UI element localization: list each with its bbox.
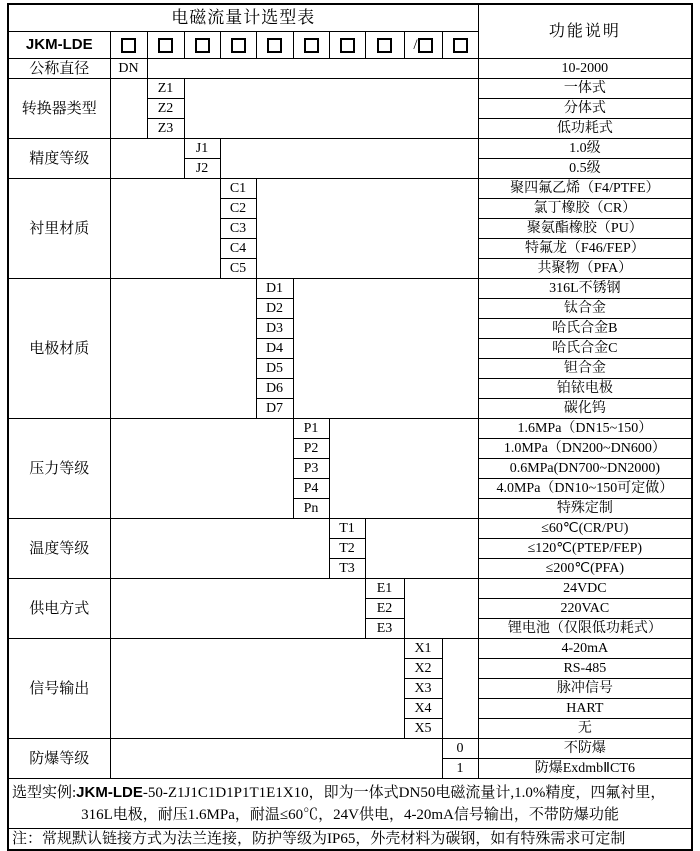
function-desc-cell: 低功耗式 [478, 119, 692, 139]
filler-cell [220, 139, 478, 179]
function-desc-cell: 哈氏合金B [478, 319, 692, 339]
function-desc-cell: 哈氏合金C [478, 339, 692, 359]
function-column-header: 功能说明 [478, 4, 692, 59]
model-code-cell [220, 32, 256, 59]
section-label: 防爆等级 [8, 739, 110, 779]
filler-cell [365, 519, 478, 579]
section-label: 信号输出 [8, 639, 110, 739]
filler-cell [110, 279, 256, 419]
model-code-cell [365, 32, 404, 59]
model-code-cell [329, 32, 365, 59]
code-cell: T3 [329, 559, 365, 579]
code-cell: T1 [329, 519, 365, 539]
filler-cell [293, 279, 478, 419]
code-cell: J2 [184, 159, 220, 179]
code-cell: D4 [256, 339, 293, 359]
function-desc-cell: ≤200℃(PFA) [478, 559, 692, 579]
code-cell: P1 [293, 419, 329, 439]
model-checkbox[interactable] [377, 38, 392, 53]
section-label: 供电方式 [8, 579, 110, 639]
code-cell: E2 [365, 599, 404, 619]
function-desc-cell: 特氟龙（F46/FEP） [478, 239, 692, 259]
filler-cell [110, 519, 329, 579]
filler-cell [256, 179, 478, 279]
model-checkbox[interactable] [418, 38, 433, 53]
model-checkbox[interactable] [453, 38, 468, 53]
table-title: 电磁流量计选型表 [8, 4, 478, 32]
code-cell: 0 [442, 739, 478, 759]
section-label: 压力等级 [8, 419, 110, 519]
filler-cell [110, 579, 365, 639]
code-cell: C5 [220, 259, 256, 279]
code-cell: E1 [365, 579, 404, 599]
filler-cell [110, 139, 184, 179]
filler-cell [110, 419, 293, 519]
function-desc-cell: 锂电池（仅限低功耗式） [478, 619, 692, 639]
note-text: 注：常规默认链接方式为法兰连接，防护等级为IP65，外壳材料为碳钢，如有特殊需求可定制 [8, 829, 692, 851]
code-cell: 1 [442, 759, 478, 779]
code-cell: T2 [329, 539, 365, 559]
function-desc-cell: 碳化钨 [478, 399, 692, 419]
function-desc-cell: RS-485 [478, 659, 692, 679]
section-label: 公称直径 [8, 59, 110, 79]
code-cell: Pn [293, 499, 329, 519]
function-desc-cell: 聚四氟乙烯（F4/PTFE） [478, 179, 692, 199]
function-desc-cell: 316L不锈钢 [478, 279, 692, 299]
function-desc-cell: 0.5级 [478, 159, 692, 179]
example-line2: 316L电极，耐压1.6MPa，耐温≤60℃，24V供电，4-20mA信号输出，不带防爆功能 [81, 806, 619, 823]
note-row [8, 829, 692, 851]
code-cell: D5 [256, 359, 293, 379]
function-desc-cell: 10-2000 [478, 59, 692, 79]
function-desc-cell: 防爆ExdmbⅡCT6 [478, 759, 692, 779]
function-desc-cell: 1.0MPa（DN200~DN600） [478, 439, 692, 459]
selection-table [7, 3, 693, 851]
code-cell: Z1 [147, 79, 184, 99]
model-checkbox[interactable] [121, 38, 136, 53]
code-cell: DN [110, 59, 147, 79]
code-cell: Z2 [147, 99, 184, 119]
function-desc-cell: 铂铱电极 [478, 379, 692, 399]
code-cell: E3 [365, 619, 404, 639]
filler-cell [442, 639, 478, 739]
code-cell: P2 [293, 439, 329, 459]
model-checkbox[interactable] [231, 38, 246, 53]
spec-row [8, 579, 692, 599]
model-code-cell [147, 32, 184, 59]
function-desc-cell: 不防爆 [478, 739, 692, 759]
code-cell: D2 [256, 299, 293, 319]
model-checkbox[interactable] [340, 38, 355, 53]
function-desc-cell: ≤120℃(PTEP/FEP) [478, 539, 692, 559]
spec-row [8, 279, 692, 299]
model-code-cell: / [404, 32, 442, 59]
model-checkbox[interactable] [195, 38, 210, 53]
function-desc-cell: 4-20mA [478, 639, 692, 659]
model-checkbox[interactable] [158, 38, 173, 53]
code-cell: D1 [256, 279, 293, 299]
code-cell: P3 [293, 459, 329, 479]
model-code-cell [442, 32, 478, 59]
code-cell: C4 [220, 239, 256, 259]
code-cell: X4 [404, 699, 442, 719]
example-prefix: 选型实例: [12, 784, 77, 801]
spec-row [8, 519, 692, 539]
section-label: 转换器类型 [8, 79, 110, 139]
selection-example [8, 779, 692, 829]
code-cell: D3 [256, 319, 293, 339]
function-desc-cell: 钽合金 [478, 359, 692, 379]
function-desc-cell: 脉冲信号 [478, 679, 692, 699]
filler-cell [329, 419, 478, 519]
code-cell: D7 [256, 399, 293, 419]
function-desc-cell: 氯丁橡胶（CR） [478, 199, 692, 219]
filler-cell [184, 79, 478, 139]
filler-cell [404, 579, 478, 639]
spec-row [8, 639, 692, 659]
function-desc-cell: 0.6MPa(DN700~DN2000) [478, 459, 692, 479]
code-cell: X3 [404, 679, 442, 699]
spec-row [8, 419, 692, 439]
filler-cell [110, 179, 220, 279]
function-desc-cell: 钛合金 [478, 299, 692, 319]
function-desc-cell: 1.6MPa（DN15~150） [478, 419, 692, 439]
function-desc-cell: 特殊定制 [478, 499, 692, 519]
spec-row [8, 739, 692, 759]
example-row [8, 779, 692, 829]
code-cell: X5 [404, 719, 442, 739]
model-checkbox[interactable] [267, 38, 282, 53]
example-model-code: JKM-LDE [76, 783, 143, 801]
filler-cell [147, 59, 478, 79]
code-cell: P4 [293, 479, 329, 499]
function-desc-cell: HART [478, 699, 692, 719]
function-desc-cell: 1.0级 [478, 139, 692, 159]
function-desc-cell: 共聚物（PFA） [478, 259, 692, 279]
model-code-cell [293, 32, 329, 59]
function-desc-cell: 聚氨酯橡胶（PU） [478, 219, 692, 239]
code-cell: J1 [184, 139, 220, 159]
model-prefix: JKM-LDE [8, 32, 110, 59]
code-cell: D6 [256, 379, 293, 399]
example-line1-rest: -50-Z1J1C1D1P1T1E1X10，即为一体式DN50电磁流量计,1.0%精度，四氟衬里， [142, 784, 666, 801]
function-desc-cell: 分体式 [478, 99, 692, 119]
model-checkbox[interactable] [304, 38, 319, 53]
code-cell: Z3 [147, 119, 184, 139]
spec-row [8, 59, 692, 79]
code-cell: X2 [404, 659, 442, 679]
code-cell: C3 [220, 219, 256, 239]
code-cell: C2 [220, 199, 256, 219]
function-desc-cell: 一体式 [478, 79, 692, 99]
function-desc-cell: 无 [478, 719, 692, 739]
filler-cell [110, 739, 442, 779]
example-line1 [12, 782, 688, 804]
section-label: 温度等级 [8, 519, 110, 579]
model-code-cell [256, 32, 293, 59]
code-cell: C1 [220, 179, 256, 199]
code-cell: X1 [404, 639, 442, 659]
model-code-cell [110, 32, 147, 59]
function-desc-cell: 24VDC [478, 579, 692, 599]
spec-row [8, 139, 692, 159]
filler-cell [110, 639, 404, 739]
section-label: 精度等级 [8, 139, 110, 179]
section-label: 衬里材质 [8, 179, 110, 279]
spec-row [8, 79, 692, 99]
spec-row [8, 179, 692, 199]
model-code-cell [184, 32, 220, 59]
filler-cell [110, 79, 147, 139]
title-row [8, 4, 692, 32]
function-desc-cell: 4.0MPa（DN10~150可定做） [478, 479, 692, 499]
function-desc-cell: ≤60℃(CR/PU) [478, 519, 692, 539]
section-label: 电极材质 [8, 279, 110, 419]
function-desc-cell: 220VAC [478, 599, 692, 619]
